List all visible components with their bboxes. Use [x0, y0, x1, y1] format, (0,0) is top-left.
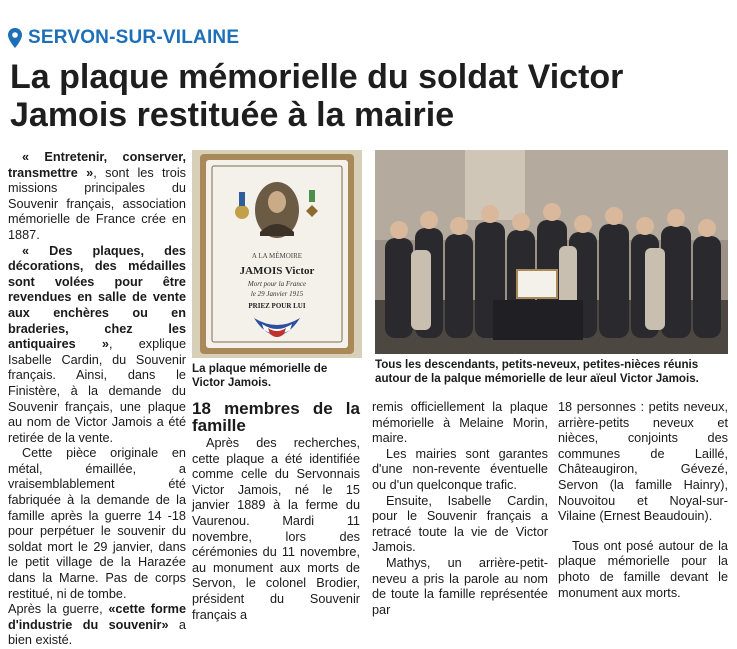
paragraph	[8, 244, 186, 447]
plaque-photo	[192, 150, 362, 358]
paragraph: Tous ont posé autour de la plaque mémorielle pour la photo de famille devant le monument aux morts.	[558, 538, 728, 600]
article-headline: La plaque mémorielle du soldat Victor Jamois restituée à la mairie	[10, 58, 624, 134]
paragraph: Ensuite, Isabelle Cardin, pour le Souvenir français a retracé toute la vie de Victor Jamois.	[372, 493, 548, 555]
plaque-line: A LA MÉMOIRE	[251, 252, 303, 260]
text: Après la guerre,	[8, 602, 109, 617]
photo-caption: La plaque mémorielle de Victor Jamois.	[192, 362, 328, 389]
paragraph: 18 personnes : petits neveux, arrière-petits neveux et nièces, conjoints des communes de Laillé, Châteaugiron, Gévezé, Servon (la famille Hainry), Nouvoitou et Noyal-sur-Vilaine (Ernest Beaudouin).	[558, 400, 728, 524]
map-pin-icon	[8, 28, 22, 48]
paragraph: Mathys, un arrière-petit-neveu a pris la parole au nom de toute la famille représentée par	[372, 555, 548, 617]
paragraph: Après des recherches, cette plaque a été identifiée comme celle du Servonnais Victor Jamois, né le 15 janvier 1889 à la ferme du Vaurenou. Mardi 11 novembre, lors des cérémonies du 11 novembre, au monument aux morts de Servon, le colonel Brodier, président du Souvenir français a	[192, 436, 360, 622]
article-column-4	[558, 400, 728, 601]
paragraph	[8, 602, 186, 649]
article-column-2	[192, 400, 360, 623]
article-column-1	[8, 150, 186, 649]
paragraph: Les mairies sont garantes d'une non-revente éventuelle ou d'un quelconque trafic.	[372, 446, 548, 492]
photo-caption: Tous les descendants, petits-neveux, petites-nièces réunis autour de la palque mémorielle de leur aïeul Victor Jamois.	[375, 358, 699, 385]
plaque-illustration	[192, 150, 362, 358]
location-kicker	[8, 24, 239, 52]
paragraph	[8, 150, 186, 244]
group-illustration	[375, 150, 728, 354]
plaque-line: JAMOIS Victor	[239, 265, 315, 277]
paragraph: remis officiellement la plaque mémorielle à Melaine Morin, maire.	[372, 400, 548, 446]
quote: «cette forme d'industrie du souvenir»	[8, 602, 186, 632]
text: , explique Isabelle Cardin, du Souvenir français. Ainsi, dans le Finistère, à la demande du Souvenir français, une plaque au nom de Victor Jamois a été retirée de la vente.	[8, 337, 186, 445]
group-photo	[375, 150, 728, 354]
quote: « Des plaques, des décorations, des médailles sont volées pour être revendues en salle de vente aux enchères ou en braderies, chez les antiquaires »	[8, 243, 186, 352]
text: a bien existé.	[8, 617, 186, 648]
plaque-line: Mort pour la France	[247, 280, 307, 288]
plaque-line: le 29 Janvier 1915	[250, 290, 304, 298]
location-label: SERVON-SUR-VILAINE	[28, 27, 240, 48]
section-subhead: 18 membres de la famille	[192, 399, 360, 435]
plaque-line: PRIEZ POUR LUI	[248, 302, 306, 310]
paragraph: Cette pièce originale en métal, émaillée, a vraisemblablement été fabriquée à la demande de la famille après la guerre 14 -18 pour perpétuer le souvenir du soldat mort le 29 janvier, dans le petit village de la Harazée dans la Marne. Pas de corps restitué, ni de tombe.	[8, 446, 186, 601]
article-column-3	[372, 400, 548, 618]
text: , sont les trois missions principales du Souvenir français, association mémorielle de France crée en 1887.	[8, 165, 186, 242]
quote: « Entretenir, conserver, transmettre »	[8, 150, 186, 180]
